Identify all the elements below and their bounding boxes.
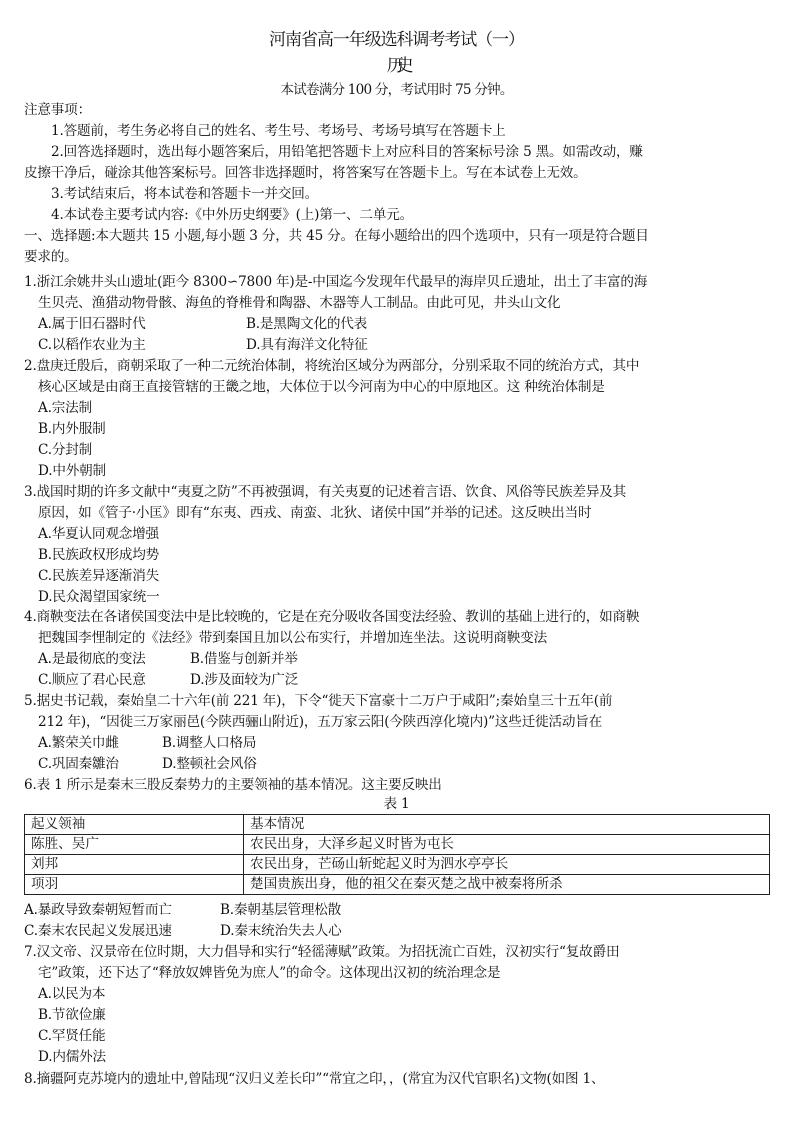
exam-title: 河南省高一年级选科调考考试（一） [269, 30, 524, 50]
q1-option-d: D.具有海洋文化特征 [246, 337, 368, 353]
table-header-row [25, 815, 770, 835]
table-row [25, 835, 770, 855]
q2-option-c: C.分封制 [38, 442, 93, 458]
question-1-stem-cont: 生贝壳、渔猎动物骨骸、海鱼的脊椎骨和陶器、木器等人工制品。由此可见，井头山文化 [38, 295, 561, 311]
question-4-stem-cont: 把魏国李悝制定的《法经》带到秦国且加以公布实行，并增加连坐法。这说明商鞅变法 [38, 630, 547, 646]
q6-option-c: C.秦末农民起义发展迅速 [24, 923, 172, 939]
table-cell: 农民出身，芒砀山斩蛇起义时为泗水亭亭长 [244, 855, 770, 875]
question-5-stem-cont: 212 年)，“因徙三万家丽邑(今陕西骊山附近)，五万家云阳(今陕西淳化境内)”这些迁徙活动旨在 [38, 714, 603, 730]
question-7-stem: 7.汉文帝、汉景帝在位时期，大力倡导和实行“轻徭薄赋”政策。为招抚流亡百姓，汉初实行“复故爵田 [24, 944, 620, 960]
table-cell: 项羽 [25, 875, 244, 895]
q7-option-d: D.内儒外法 [38, 1049, 106, 1065]
question-5-stem: 5.据史书记载，秦始皇二十六年(前 221 年)，下令“徙天下富豪十二万户于咸阳”;秦始皇三十五年(前 [24, 693, 613, 709]
table-header-cell: 基本情况 [244, 815, 770, 835]
notes-heading: 注意事项： [24, 102, 91, 118]
question-2-stem-cont: 核心区域是由商王直接管辖的王畿之地，大体位于以今河南为中心的中原地区。这 种统治体制是 [38, 379, 605, 395]
table-row [25, 875, 770, 895]
question-2-stem: 2.盘庚迁殷后，商朝采取了一种二元统治体制，将统治区域分为两部分，分别采取不同的统治方式，其中 [24, 358, 640, 374]
question-8-stem: 8.摘疆阿克苏境内的遗址中,曾陆现“汉归义差长印”“常宜之印，，(常宜为汉代官职名)文物(如图 1、 [24, 1071, 605, 1087]
q5-option-d: D.整顿社会风俗 [162, 756, 257, 772]
question-4-stem: 4.商鞅变法在各诸侯国变法中是比较晚的，它是在充分吸收各国变法经验、教训的基础上进行的，如商鞅 [24, 609, 640, 625]
table-cell: 陈胜、吴广 [25, 835, 244, 855]
note-item: 1.答题前，考生务必将自己的姓名、考生号、考场号、考场号填写在答题卡上 [51, 123, 506, 139]
q1-option-c: C.以稻作农业为主 [38, 337, 146, 353]
q7-option-b: B.节欲俭廉 [38, 1007, 106, 1023]
q3-option-c: C.民族差异逐渐消失 [38, 568, 159, 584]
table-caption: 表 1 [383, 796, 410, 812]
table-row [25, 855, 770, 875]
note-item: 4.本试卷主要考试内容:《中外历史纲要》(上)第一、二单元。 [51, 207, 413, 223]
q5-option-b: B.调整人口格局 [162, 735, 257, 751]
note-item: 皮擦干净后，碰涂其他答案标号。回答非选择题时，将答案写在答题卡上。写在本试卷上无效。 [24, 165, 587, 181]
q3-option-d: D.民众渴望国家统一 [38, 589, 160, 605]
question-3-stem-cont: 原因，如《管子·小匡》即有“东夷、西戎、南蛮、北狄、诸侯中国”并举的记述。这反映出当时 [38, 505, 592, 521]
table-cell: 农民出身，大泽乡起义时皆为屯长 [244, 835, 770, 855]
section-heading-cont: 要求的。 [24, 249, 78, 265]
q2-option-d: D.中外朝制 [38, 463, 106, 479]
table-cell: 楚国贵族出身，他的祖父在秦灭楚之战中被秦将所杀 [244, 875, 770, 895]
question-7-stem-cont: 宅”政策，还下达了“释放奴婢皆免为庶人”的命令。这体现出汉初的统治理念是 [38, 965, 501, 981]
q1-option-b: B.是黑陶文化的代表 [246, 316, 368, 332]
q5-option-a: A.繁荣关巾雌 [38, 735, 119, 751]
q2-option-b: B.内外服制 [38, 421, 106, 437]
table-cell: 刘邦 [25, 855, 244, 875]
question-6-stem: 6.表 1 所示是秦末三股反秦势力的主要领袖的基本情况。这主要反映出 [24, 777, 442, 793]
note-item: 3.考试结束后，将本试卷和答题卡一并交回。 [51, 186, 319, 202]
q7-option-a: A.以民为本 [38, 986, 106, 1002]
q7-option-c: C.罕贤任能 [38, 1028, 106, 1044]
q1-option-a: A.属于旧石器时代 [38, 316, 146, 332]
question-1-stem: 1.浙江余姚井头山遗址(距今 8300∽7800 年)是-中国迄今发现年代最早的海岸贝丘遗址，出土了丰富的海 [24, 274, 648, 290]
note-item: 2.回答选择题时，选出每小题答案后，用铅笔把答题卡上对应科目的答案标号涂 5 黑。如需改动，赚 [51, 144, 643, 160]
q6-option-b: B.秦朝基层管理松散 [220, 902, 342, 918]
q5-option-c: C.巩固秦雛治 [38, 756, 119, 772]
q4-option-a: A.是最彻底的变法 [38, 651, 146, 667]
q3-option-a: A.华夏认同观念增强 [38, 526, 159, 542]
q6-option-a: A.暴政导致秦朝短暂而亡 [24, 902, 172, 918]
q4-option-b: B.借鉴与创新并举 [190, 651, 298, 667]
subject-title: 历史 [386, 56, 407, 76]
q4-option-d: D.涉及面较为广泛 [190, 672, 299, 688]
section-heading: 一、选择题:本大题共 15 小题,每小题 3 分，共 45 分。在每小题给出的四个选项中，只有一项是符合题目 [24, 228, 649, 244]
table-1 [24, 814, 770, 895]
q4-option-c: C.顺应了君心民意 [38, 672, 146, 688]
question-3-stem: 3.战国时期的许多文献中“夷夏之防”不再被强调，有关夷夏的记述着言语、饮食、风俗等民族差异及其 [24, 484, 626, 500]
table-header-cell: 起义领袖 [25, 815, 244, 835]
q3-option-b: B.民族政权形成均势 [38, 547, 160, 563]
q2-option-a: A.宗法制 [38, 400, 92, 416]
exam-info: 本试卷满分 100 分，考试用时 75 分钟。 [280, 82, 513, 98]
q6-option-d: D.秦末统治失去人心 [220, 923, 342, 939]
